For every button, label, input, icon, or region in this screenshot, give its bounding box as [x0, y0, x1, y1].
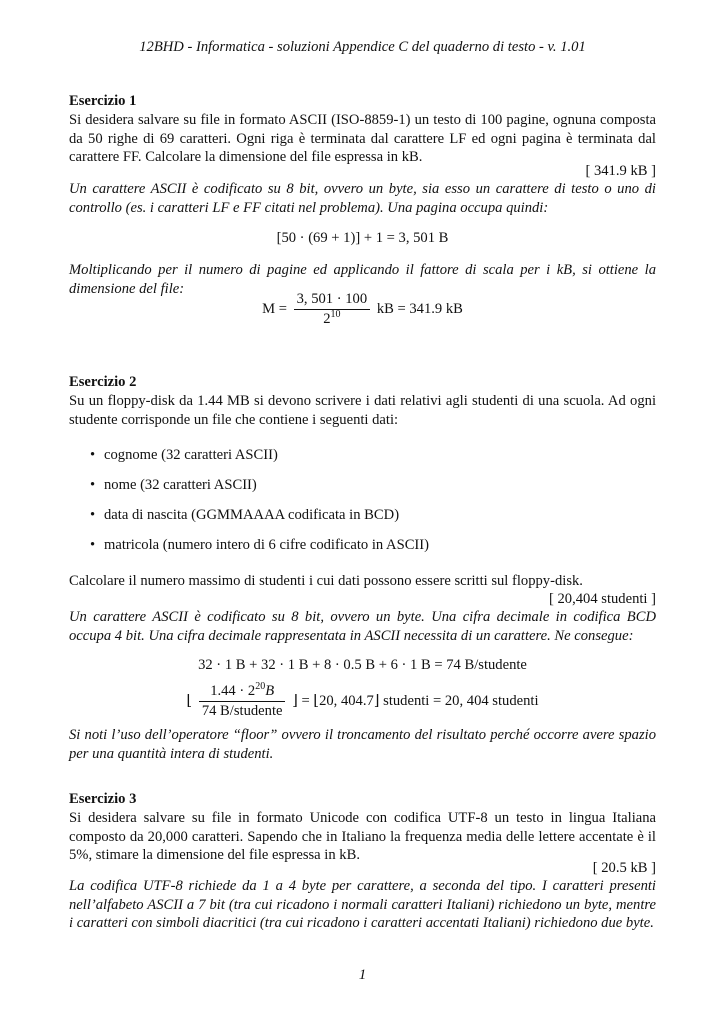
eq-lhs: M =: [262, 300, 287, 317]
exercise-2-question: Calcolare il numero massimo di studenti i cui dati possono essere scritti sul floppy-disk.: [69, 573, 583, 589]
list-item: • data di nascita (GGMMAAAA codificata in BCD): [69, 506, 656, 536]
exercise-2-equation-student-count: [69, 683, 656, 720]
exercise-2-solution-note: Si noti l’uso dell’operatore “floor” ovvero il troncamento del risultato perché occorre avere spazio per una quantità intera di studenti.: [69, 727, 656, 762]
exercise-2-solution-intro: Un carattere ASCII è codificato su 8 bit, ovvero un byte. Una cifra decimale in codifica BCD occupa 4 bit. Una cifra decimale rappresentata in ASCII necessita di un carattere. Ne consegue:: [69, 609, 656, 644]
list-item: • cognome (32 caratteri ASCII): [69, 446, 656, 476]
page-header: 12BHD - Informatica - soluzioni Appendice C del quaderno di testo - v. 1.01: [139, 39, 586, 55]
exercise-1-equation-page-size: [50 · (69 + 1)] + 1 = 3, 501 B: [276, 230, 449, 246]
exercise-2-title: Esercizio 2: [69, 374, 137, 390]
eq-denominator: [294, 310, 371, 328]
eq-den-base: 2: [323, 311, 331, 327]
eq-rhs: kB = 341.9 kB: [376, 300, 463, 317]
eq-numerator: [199, 683, 286, 702]
document-page: [69, 0, 656, 1024]
exercise-2-answer: [ 20,404 studenti ]: [548, 591, 656, 607]
eq-num-unit: B: [265, 683, 275, 699]
list-item: • matricola (numero intero di 6 cifre codificato in ASCII): [69, 536, 656, 566]
eq-numerator: 3, 501 · 100: [294, 291, 371, 310]
eq-den-exponent: 10: [330, 309, 341, 320]
exercise-1-solution-intro: Un carattere ASCII è codificato su 8 bit, ovvero un byte, sia esso un carattere di testo o uno di controllo (es. i caratteri LF e FF citati nel problema). Una pagina occupa quindi:: [69, 181, 656, 216]
exercise-3-solution-intro: La codifica UTF-8 richiede da 1 a 4 byte per carattere, a seconda del tipo. I caratteri presenti nell’alfabeto ASCII a 7 bit (tra cui ricadono i normali caratteri Italiani) richiedono un byte, mentre i caratteri con simboli diacritici (tra cui ricadono i caratteri accentati Italiani) richiedono due byte.: [69, 878, 656, 931]
exercise-2-data-list: [69, 446, 656, 566]
exercise-3-title: Esercizio 3: [69, 791, 137, 807]
exercise-1-solution-scaling: Moltiplicando per il numero di pagine ed applicando il fattore di scala per i kB, si ottiene la dimensione del file:: [69, 262, 656, 297]
exercise-3-text: Si desidera salvare su file in formato Unicode con codifica UTF-8 un testo in lingua Italiana composto da 20,000 caratteri. Sapendo che in Italiano la frequenza media delle lettere accentate è il 5%, stimare la dimensione del file espressa in kB.: [69, 810, 656, 863]
floor-close: ⌋: [292, 692, 298, 709]
exercise-2-text: Su un floppy-disk da 1.44 MB si devono scrivere i dati relativi agli studenti di una scuola. Ad ogni studente corrisponde un file che contiene i seguenti dati:: [69, 393, 656, 428]
exercise-1-title: Esercizio 1: [69, 93, 137, 109]
eq-num-exponent: 20: [255, 681, 266, 692]
eq-denominator: 74 B/studente: [201, 703, 283, 719]
list-item: • nome (32 caratteri ASCII): [69, 476, 656, 506]
exercise-1-equation-file-size: [69, 291, 656, 328]
page-number: 1: [358, 967, 367, 983]
exercise-1-text: Si desidera salvare su file in formato ASCII (ISO-8859-1) un testo di 100 pagine, ognuna composta da 50 righe di 69 caratteri. Ogni riga è terminata dal carattere LF ed ogni pagina è terminata dal carattere FF. Calcolare la dimensione del file espressa in kB.: [69, 112, 656, 165]
exercise-1-answer: [ 341.9 kB ]: [585, 163, 656, 179]
eq-fraction: [294, 291, 371, 328]
eq-rhs: = ⌊20, 404.7⌋ studenti = 20, 404 studenti: [301, 692, 539, 709]
eq-fraction: [199, 683, 286, 720]
exercise-3-answer: [ 20.5 kB ]: [592, 860, 656, 876]
exercise-2-equation-record-size: 32 · 1 B + 32 · 1 B + 8 · 0.5 B + 6 · 1 B = 74 B/studente: [198, 657, 527, 673]
eq-num-base: 1.44 · 2: [210, 683, 256, 699]
floor-open: ⌊: [186, 692, 193, 709]
